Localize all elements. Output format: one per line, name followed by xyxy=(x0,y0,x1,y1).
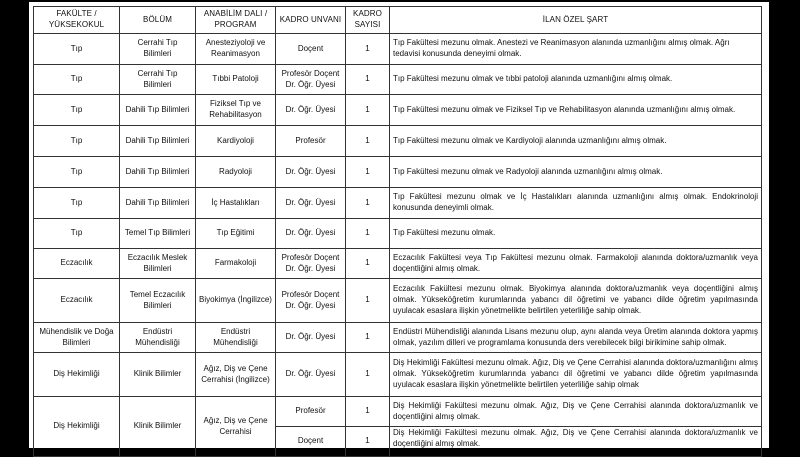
cell-bolum: Dahili Tıp Bilimleri xyxy=(120,188,196,219)
cell-sart: Tıp Fakültesi mezunu olmak ve İç Hastalıkları alanında uzmanlığını almış olmak. Endokrinoloji konusunda deneyimli olmak. xyxy=(390,188,762,219)
cell-unvan: Dr. Öğr. Üyesi xyxy=(276,323,346,353)
cell-sart: Diş Hekimliği Fakültesi mezunu olmak. Ağız, Diş ve Çene Cerrahisi alanında doktora/uzmanlığını almış olmak. Yükseköğretim kurumlarında yabancı dil öğretimi ve yabancı dilde öğretim yapılmasında uyulacak esaslara ilişkin yönetmelikte belirtilen yeterliliğe sahip olmak xyxy=(390,353,762,397)
cell-fakulte: Tıp xyxy=(34,34,120,65)
cell-sart: Tıp Fakültesi mezunu olmak ve Fiziksel Tıp ve Rehabilitasyon alanında uzmanlığını almış olmak. xyxy=(390,95,762,126)
cell-bolum: Dahili Tıp Bilimleri xyxy=(120,95,196,126)
table-row xyxy=(34,34,762,65)
cell-sayi: 1 xyxy=(346,126,390,157)
cell-fakulte: Tıp xyxy=(34,95,120,126)
cell-bolum: Temel Eczacılık Bilimleri xyxy=(120,279,196,323)
header-bolum: BÖLÜM xyxy=(120,7,196,34)
cell-unvan: Profesör Doçent Dr. Öğr. Üyesi xyxy=(276,249,346,279)
cell-fakulte: Eczacılık xyxy=(34,279,120,323)
cell-sart: Tıp Fakültesi mezunu olmak ve tıbbi patoloji alanında uzmanlığını almış olmak. xyxy=(390,65,762,95)
cell-bolum: Dahili Tıp Bilimleri xyxy=(120,126,196,157)
cell-unvan: Dr. Öğr. Üyesi xyxy=(276,157,346,188)
cell-unvan: Profesör xyxy=(276,126,346,157)
cell-unvan: Profesör Doçent Dr. Öğr. Üyesi xyxy=(276,65,346,95)
cell-anabilim: Radyoloji xyxy=(196,157,276,188)
cell-sart: Diş Hekimliği Fakültesi mezunu olmak. Ağız, Diş ve Çene Cerrahisi alanında doktora/uzmanlık ve doçentliğini almış olmak. xyxy=(390,427,762,457)
cell-fakulte: Tıp xyxy=(34,157,120,188)
cell-sayi: 1 xyxy=(346,279,390,323)
cell-sayi: 1 xyxy=(346,219,390,249)
cell-bolum: Klinik Bilimler xyxy=(120,397,196,457)
header-anabilim: ANABİLİM DALI / PROGRAM xyxy=(196,7,276,34)
header-sart: İLAN ÖZEL ŞART xyxy=(390,7,762,34)
table-row xyxy=(34,323,762,353)
cell-fakulte: Mühendislik ve Doğa Bilimleri xyxy=(34,323,120,353)
cell-sayi: 1 xyxy=(346,34,390,65)
cell-bolum: Endüstri Mühendisliği xyxy=(120,323,196,353)
cell-sayi: 1 xyxy=(346,249,390,279)
cell-unvan: Profesör Doçent Dr. Öğr. Üyesi xyxy=(276,279,346,323)
cell-anabilim: Fiziksel Tıp ve Rehabilitasyon xyxy=(196,95,276,126)
cell-bolum: Temel Tıp Bilimleri xyxy=(120,219,196,249)
cell-sayi: 1 xyxy=(346,65,390,95)
cell-bolum: Klinik Bilimler xyxy=(120,353,196,397)
cell-fakulte: Eczacılık xyxy=(34,249,120,279)
table-row xyxy=(34,126,762,157)
cell-anabilim: Ağız, Diş ve Çene Cerrahisi (İngilizce) xyxy=(196,353,276,397)
cell-bolum: Dahili Tıp Bilimleri xyxy=(120,157,196,188)
cell-anabilim: Endüstri Mühendisliği xyxy=(196,323,276,353)
cell-unvan: Profesör xyxy=(276,397,346,427)
cell-bolum: Cerrahi Tıp Bilimleri xyxy=(120,34,196,65)
cell-anabilim: Biyokimya (İngilizce) xyxy=(196,279,276,323)
cell-unvan: Dr. Öğr. Üyesi xyxy=(276,95,346,126)
table-row xyxy=(34,353,762,397)
cell-bolum: Cerrahi Tıp Bilimleri xyxy=(120,65,196,95)
table-row xyxy=(34,65,762,95)
cell-sayi: 1 xyxy=(346,353,390,397)
header-sayi: KADRO SAYISI xyxy=(346,7,390,34)
cell-anabilim: Tıp Eğitimi xyxy=(196,219,276,249)
cell-sayi: 1 xyxy=(346,397,390,427)
cell-fakulte: Tıp xyxy=(34,188,120,219)
cell-fakulte: Tıp xyxy=(34,219,120,249)
cell-sart: Eczacılık Fakültesi mezunu olmak. Biyokimya alanında doktora/uzmanlık veya doçentliğini almış olmak. Yükseköğretim kurumlarında yabancı dil öğretimi ve yabancı dilde öğretim yapılmasında uyulacak esaslara ilişkin yönetmelikte belirtilen yeterliliğe sahip olmak. xyxy=(390,279,762,323)
cell-unvan: Dr. Öğr. Üyesi xyxy=(276,219,346,249)
cell-unvan: Doçent xyxy=(276,34,346,65)
cell-anabilim: Ağız, Diş ve Çene Cerrahisi xyxy=(196,397,276,457)
table-row xyxy=(34,95,762,126)
cell-unvan: Doçent xyxy=(276,427,346,457)
cell-fakulte: Tıp xyxy=(34,126,120,157)
cell-sart: Diş Hekimliği Fakültesi mezunu olmak. Ağız, Diş ve Çene Cerrahisi alanında doktora/uzmanlık ve doçentliğini almış olmak. xyxy=(390,397,762,427)
cell-sayi: 1 xyxy=(346,95,390,126)
table-row xyxy=(34,279,762,323)
job-listing-table xyxy=(33,6,762,457)
table-row xyxy=(34,397,762,427)
table-row xyxy=(34,249,762,279)
table-row xyxy=(34,188,762,219)
cell-sayi: 1 xyxy=(346,323,390,353)
table-row xyxy=(34,157,762,188)
cell-sayi: 1 xyxy=(346,427,390,457)
cell-fakulte: Tıp xyxy=(34,65,120,95)
cell-sart: Tıp Fakültesi mezunu olmak. Anestezi ve Reanimasyon alanında uzmanlığını almış olmak. Ağrı tedavisi konusunda deneyimi olmak. xyxy=(390,34,762,65)
cell-fakulte: Diş Hekimliği xyxy=(34,353,120,397)
cell-sart: Endüstri Mühendisliği alanında Lisans mezunu olup, aynı alanda veya Üretim alanında doktora yapmış olmak, yazılım dilleri ve programlama konusunda ders verebilecek bilgi birikimine sahip olmak. xyxy=(390,323,762,353)
cell-anabilim: Tıbbi Patoloji xyxy=(196,65,276,95)
cell-anabilim: Kardiyoloji xyxy=(196,126,276,157)
cell-sayi: 1 xyxy=(346,157,390,188)
cell-anabilim: İç Hastalıkları xyxy=(196,188,276,219)
cell-bolum: Eczacılık Meslek Bilimleri xyxy=(120,249,196,279)
table-row xyxy=(34,219,762,249)
header-unvan: KADRO UNVANI xyxy=(276,7,346,34)
cell-sart: Tıp Fakültesi mezunu olmak. xyxy=(390,219,762,249)
header-row xyxy=(34,7,762,34)
cell-sart: Tıp Fakültesi mezunu olmak ve Radyoloji alanında uzmanlığını almış olmak. xyxy=(390,157,762,188)
cell-sart: Eczacılık Fakültesi veya Tıp Fakültesi mezunu olmak. Farmakoloji alanında doktora/uzmanlık veya doçentliğini almış olmak. xyxy=(390,249,762,279)
cell-unvan: Dr. Öğr. Üyesi xyxy=(276,188,346,219)
cell-sart: Tıp Fakültesi mezunu olmak ve Kardiyoloji alanında uzmanlığını almış olmak. xyxy=(390,126,762,157)
cell-anabilim: Anesteziyoloji ve Reanimasyon xyxy=(196,34,276,65)
header-fakulte: FAKÜLTE / YÜKSEKOKUL xyxy=(34,7,120,34)
cell-unvan: Dr. Öğr. Üyesi xyxy=(276,353,346,397)
cell-sayi: 1 xyxy=(346,188,390,219)
cell-anabilim: Farmakoloji xyxy=(196,249,276,279)
cell-fakulte: Diş Hekimliği xyxy=(34,397,120,457)
document-page xyxy=(29,2,769,448)
